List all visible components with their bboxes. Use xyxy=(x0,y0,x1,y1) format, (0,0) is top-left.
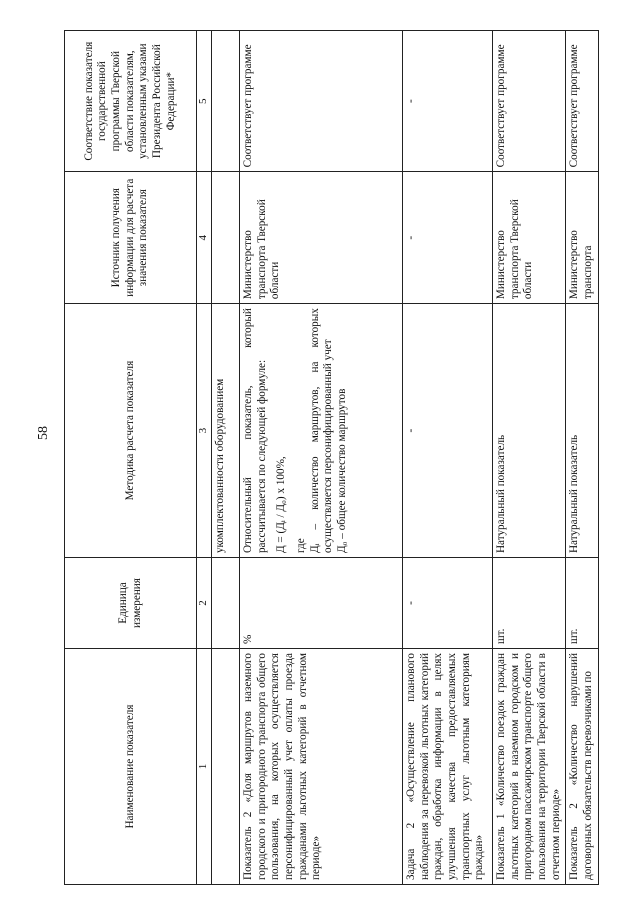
column-number: 3 xyxy=(197,304,212,558)
cell-name: Показатель 1 «Количество поездок граждан льготных категорий в наземном городском и пригородном пассажирском транспорте общего пользования на территории Тверской области в отчетном периоде» xyxy=(493,649,566,885)
cell-compliance: Соответствует программе xyxy=(566,31,598,172)
cell-name xyxy=(212,649,240,885)
method-definition: Д₀ – общее количество маршрутов xyxy=(335,388,348,554)
header-compliance: Соответствие показателя государственной программы Тверской области показателям, установленным указами Президента Российской Федерации* xyxy=(65,31,197,172)
cell-source: Министерство транспорта Тверской области xyxy=(240,172,403,304)
cell-name: Задача 2 «Осуществление планового наблюдения за перевозкой льготных категорий граждан, обработка информации в целях улучшения качества предоставляемых транспортных услуг льготным категориям граждан» xyxy=(403,649,493,885)
cell-source: Министерство транспорта xyxy=(566,172,598,304)
table-row xyxy=(403,31,493,885)
table-row xyxy=(493,31,566,885)
cell-unit xyxy=(212,558,240,649)
column-number: 4 xyxy=(197,172,212,304)
cell-name: Показатель 2 «Доля маршрутов наземного городского и пригородного транспорта общего пользования, на которых осуществляется персонифицированный учет оплаты проезда гражданами льготных категорий в отчетном периоде» xyxy=(240,649,403,885)
cell-method: Натуральный показатель xyxy=(493,304,566,558)
cell-compliance: Соответствует программе xyxy=(493,31,566,172)
cell-source: Министерство транспорта Тверской области xyxy=(493,172,566,304)
table-row xyxy=(566,31,598,885)
table-row xyxy=(240,31,403,885)
cell-method: - xyxy=(403,304,493,558)
cell-unit: шт. xyxy=(493,558,566,649)
method-where: где xyxy=(294,538,307,554)
cell-unit: % xyxy=(240,558,403,649)
header-unit: Единица измерения xyxy=(65,558,197,649)
cell-method xyxy=(240,304,403,558)
cell-unit: - xyxy=(403,558,493,649)
cell-name: Показатель 2 «Количество нарушений договорных обязательств перевозчиками по xyxy=(566,649,598,885)
method-intro: Относительный показатель, который рассчитывается по следующей формуле: xyxy=(242,308,268,554)
method-formula: Д = (Дᵢ / Д₀) x 100%, xyxy=(275,456,288,554)
cell-compliance xyxy=(212,31,240,172)
method-definition: Дᵢ – количество маршрутов, на которых осуществляется персонифицированный учет xyxy=(308,308,335,554)
cell-compliance: Соответствует программе xyxy=(240,31,403,172)
cell-compliance: - xyxy=(403,31,493,172)
cell-method: укомплектованности оборудованием xyxy=(212,304,240,558)
indicators-table xyxy=(64,30,599,885)
cell-method: Натуральный показатель xyxy=(566,304,598,558)
header-source: Источник получения информации для расчета значения показателя xyxy=(65,172,197,304)
column-number: 1 xyxy=(197,649,212,885)
page-number: 58 xyxy=(36,426,51,440)
cell-source xyxy=(212,172,240,304)
column-number: 5 xyxy=(197,31,212,172)
column-numbers-row xyxy=(197,31,212,885)
column-number: 2 xyxy=(197,558,212,649)
table-row xyxy=(212,31,240,885)
cell-unit: шт. xyxy=(566,558,598,649)
header-row xyxy=(65,31,197,885)
header-indicator-name: Наименование показателя xyxy=(65,649,197,885)
header-method: Методика расчета показателя xyxy=(65,304,197,558)
rotated-page-content xyxy=(64,30,594,885)
cell-source: - xyxy=(403,172,493,304)
